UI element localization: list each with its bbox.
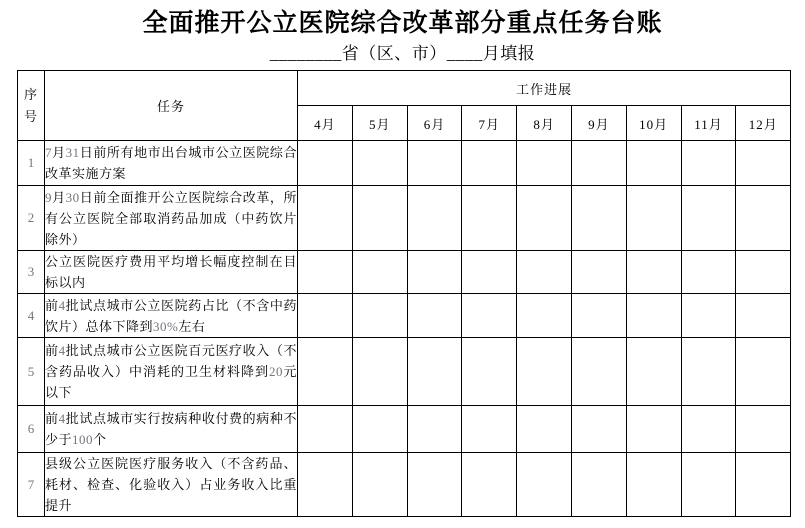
progress-cell	[736, 294, 791, 338]
progress-cell	[626, 453, 681, 517]
progress-cell	[571, 406, 626, 453]
progress-cell	[352, 453, 407, 517]
row-number: 3	[18, 251, 45, 294]
progress-cell	[681, 453, 736, 517]
progress-cell	[462, 141, 517, 186]
progress-cell	[681, 294, 736, 338]
progress-cell	[462, 186, 517, 251]
progress-cell	[298, 453, 353, 517]
table-row	[18, 186, 791, 251]
progress-cell	[298, 251, 353, 294]
column-header-task: 任务	[45, 71, 298, 141]
progress-cell	[352, 406, 407, 453]
progress-cell	[407, 141, 462, 186]
progress-cell	[681, 406, 736, 453]
progress-cell	[626, 294, 681, 338]
row-number: 1	[18, 141, 45, 186]
table-row	[18, 338, 791, 406]
progress-cell	[462, 251, 517, 294]
progress-cell	[681, 251, 736, 294]
progress-cell	[517, 338, 572, 406]
progress-cell	[407, 453, 462, 517]
progress-cell	[352, 251, 407, 294]
column-header-progress: 工作进展	[298, 71, 791, 106]
progress-cell	[462, 406, 517, 453]
table-row	[18, 251, 791, 294]
progress-cell	[736, 406, 791, 453]
progress-cell	[571, 141, 626, 186]
task-text: 前4批试点城市实行按病种收付费的病种不少于100个	[45, 406, 298, 453]
column-header-month-11: 11月	[681, 106, 736, 141]
column-header-month-6: 6月	[407, 106, 462, 141]
row-number: 6	[18, 406, 45, 453]
progress-cell	[517, 141, 572, 186]
progress-cell	[352, 141, 407, 186]
progress-cell	[352, 294, 407, 338]
task-text: 前4批试点城市公立医院百元医疗收入（不含药品收入）中消耗的卫生材料降到20元以下	[45, 338, 298, 406]
column-header-month-12: 12月	[736, 106, 791, 141]
column-header-month-9: 9月	[571, 106, 626, 141]
page-title: 全面推开公立医院综合改革部分重点任务台账	[142, 10, 663, 37]
progress-cell	[736, 141, 791, 186]
progress-cell	[407, 186, 462, 251]
task-ledger-table	[17, 70, 791, 517]
task-text: 7月31日前所有地市出台城市公立医院综合改革实施方案	[45, 141, 298, 186]
progress-cell	[736, 251, 791, 294]
progress-cell	[681, 338, 736, 406]
progress-cell	[462, 453, 517, 517]
progress-cell	[571, 338, 626, 406]
page-subtitle: ________省（区、市）____月填报	[269, 44, 536, 63]
progress-cell	[517, 453, 572, 517]
progress-cell	[571, 186, 626, 251]
progress-cell	[626, 186, 681, 251]
progress-cell	[571, 294, 626, 338]
progress-cell	[626, 251, 681, 294]
progress-cell	[407, 251, 462, 294]
row-number: 5	[18, 338, 45, 406]
task-text: 公立医院医疗费用平均增长幅度控制在目标以内	[45, 251, 298, 294]
header-row-progress	[18, 71, 791, 106]
progress-cell	[462, 338, 517, 406]
progress-cell	[571, 453, 626, 517]
progress-cell	[298, 338, 353, 406]
progress-cell	[462, 294, 517, 338]
progress-cell	[298, 406, 353, 453]
progress-cell	[626, 406, 681, 453]
table-row	[18, 406, 791, 453]
progress-cell	[681, 186, 736, 251]
task-text: 9月30日前全面推开公立医院综合改革，所有公立医院全部取消药品加成（中药饮片除外）	[45, 186, 298, 251]
column-header-month-7: 7月	[462, 106, 517, 141]
progress-cell	[626, 141, 681, 186]
progress-cell	[736, 453, 791, 517]
progress-cell	[517, 186, 572, 251]
table-row	[18, 453, 791, 517]
progress-cell	[626, 338, 681, 406]
column-header-month-5: 5月	[352, 106, 407, 141]
row-number: 7	[18, 453, 45, 517]
progress-cell	[517, 251, 572, 294]
progress-cell	[517, 406, 572, 453]
progress-cell	[736, 186, 791, 251]
row-number: 4	[18, 294, 45, 338]
progress-cell	[352, 186, 407, 251]
column-header-seq: 序号	[18, 71, 45, 141]
column-header-month-8: 8月	[517, 106, 572, 141]
column-header-month-4: 4月	[298, 106, 353, 141]
task-text: 县级公立医院医疗服务收入（不含药品、耗材、检查、化验收入）占业务收入比重提升	[45, 453, 298, 517]
progress-cell	[407, 294, 462, 338]
progress-cell	[517, 294, 572, 338]
table-row	[18, 141, 791, 186]
progress-cell	[407, 338, 462, 406]
progress-cell	[298, 141, 353, 186]
progress-cell	[571, 251, 626, 294]
progress-cell	[407, 406, 462, 453]
table-row	[18, 294, 791, 338]
progress-cell	[736, 338, 791, 406]
progress-cell	[298, 294, 353, 338]
task-text: 前4批试点城市公立医院药占比（不含中药饮片）总体下降到30%左右	[45, 294, 298, 338]
progress-cell	[681, 141, 736, 186]
progress-cell	[298, 186, 353, 251]
column-header-month-10: 10月	[626, 106, 681, 141]
row-number: 2	[18, 186, 45, 251]
progress-cell	[352, 338, 407, 406]
